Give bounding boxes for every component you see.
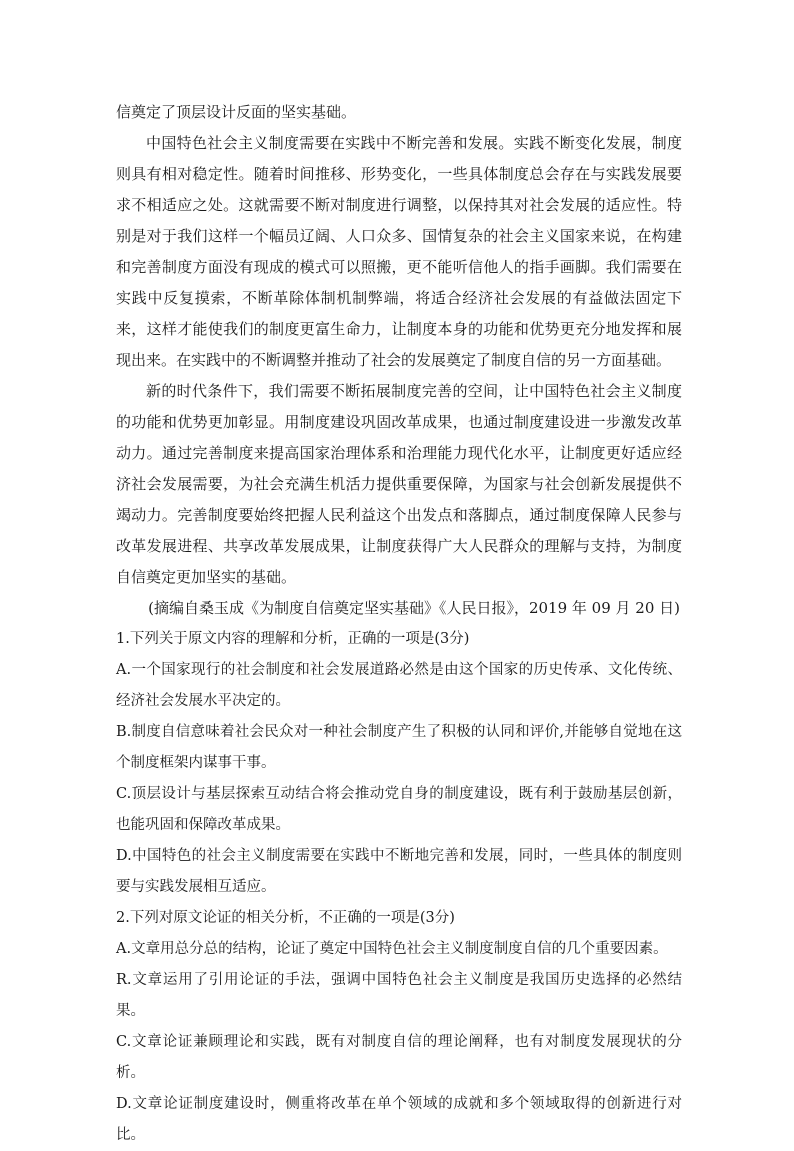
question-option-c: C.文章论证兼顾理论和实践，既有对制度自信的理论阐释，也有对制度发展现状的分析。 bbox=[116, 1034, 682, 1081]
question-option-d: D.中国特色的社会主义制度需要在实践中不断地完善和发展，同时，一些具体的制度则要与实践发展相互适应。 bbox=[116, 848, 682, 895]
question-1 bbox=[116, 624, 682, 903]
question-option-a: A.文章用总分总的结构，论证了奠定中国特色社会主义制度制度自信的几个重要因素。 bbox=[116, 941, 668, 957]
passage-source: (摘编自桑玉成《为制度自信奠定坚实基础》《人民日报》，2019 年 09 月 20 日) bbox=[148, 599, 680, 617]
question-option-c: C.顶层设计与基层探索互动结合将会推动党自身的制度建设，既有利于鼓励基层创新，也能巩固和保障改革成果。 bbox=[116, 786, 682, 833]
document-content bbox=[116, 97, 682, 1151]
question-option-b: R.文章运用了引用论证的手法，强调中国特色社会主义制度是我国历史选择的必然结果。 bbox=[116, 972, 682, 1019]
question-stem: 1.下列关于原文内容的理解和分析，正确的一项是(3分) bbox=[116, 631, 470, 647]
question-stem: 2.下列对原文论证的相关分析，不正确的一项是(3分) bbox=[116, 910, 455, 926]
question-2 bbox=[116, 903, 682, 1151]
question-option-b: B.制度自信意味着社会民众对一种社会制度产生了积极的认同和评价,并能够自觉地在这个制度框架内谋事干事。 bbox=[116, 724, 682, 771]
passage-paragraph-continuation: 信奠定了顶层设计反面的坚实基础。 bbox=[116, 103, 357, 121]
question-option-a: A.一个国家现行的社会制度和社会发展道路必然是由这个国家的历史传承、文化传统、经济社会发展水平决定的。 bbox=[116, 662, 682, 709]
question-option-d: D.文章论证制度建设时，侧重将改革在单个领域的成就和多个领域取得的创新进行对比。 bbox=[116, 1096, 682, 1143]
passage-paragraph-2: 新的时代条件下，我们需要不断拓展制度完善的空间，让中国特色社会主义制度的功能和优势更加彰显。用制度建设巩固改革成果，也通过制度建设进一步激发改革动力。通过完善制度来提高国家治理体系和治理能力现代化水平，让制度更好适应经济社会发展需要，为社会充满生机活力提供重要保障，为国家与社会创新发展提供不竭动力。完善制度要始终把握人民利益这个出发点和落脚点，通过制度保障人民参与改革发展进程、共享改革发展成果，让制度获得广大人民群众的理解与支持，为制度自信奠定更加坚实的基础。 bbox=[116, 382, 682, 586]
passage-paragraph-1: 中国特色社会主义制度需要在实践中不断完善和发展。实践不断变化发展，制度则具有相对稳定性。随着时间推移、形势变化，一些具体制度总会存在与实践发展要求不相适应之处。这就需要不断对制度进行调整，以保持其对社会发展的适应性。特别是对于我们这样一个幅员辽阔、人口众多、国情复杂的社会主义国家来说，在构建和完善制度方面没有现成的模式可以照搬，更不能听信他人的指手画脚。我们需要在实践中反复摸索，不断革除体制机制弊端，将适合经济社会发展的有益做法固定下来，这样才能使我们的制度更富生命力，让制度本身的功能和优势更充分地发挥和展现出来。在实践中的不断调整并推动了社会的发展奠定了制度自信的另一方面基础。 bbox=[116, 134, 682, 369]
